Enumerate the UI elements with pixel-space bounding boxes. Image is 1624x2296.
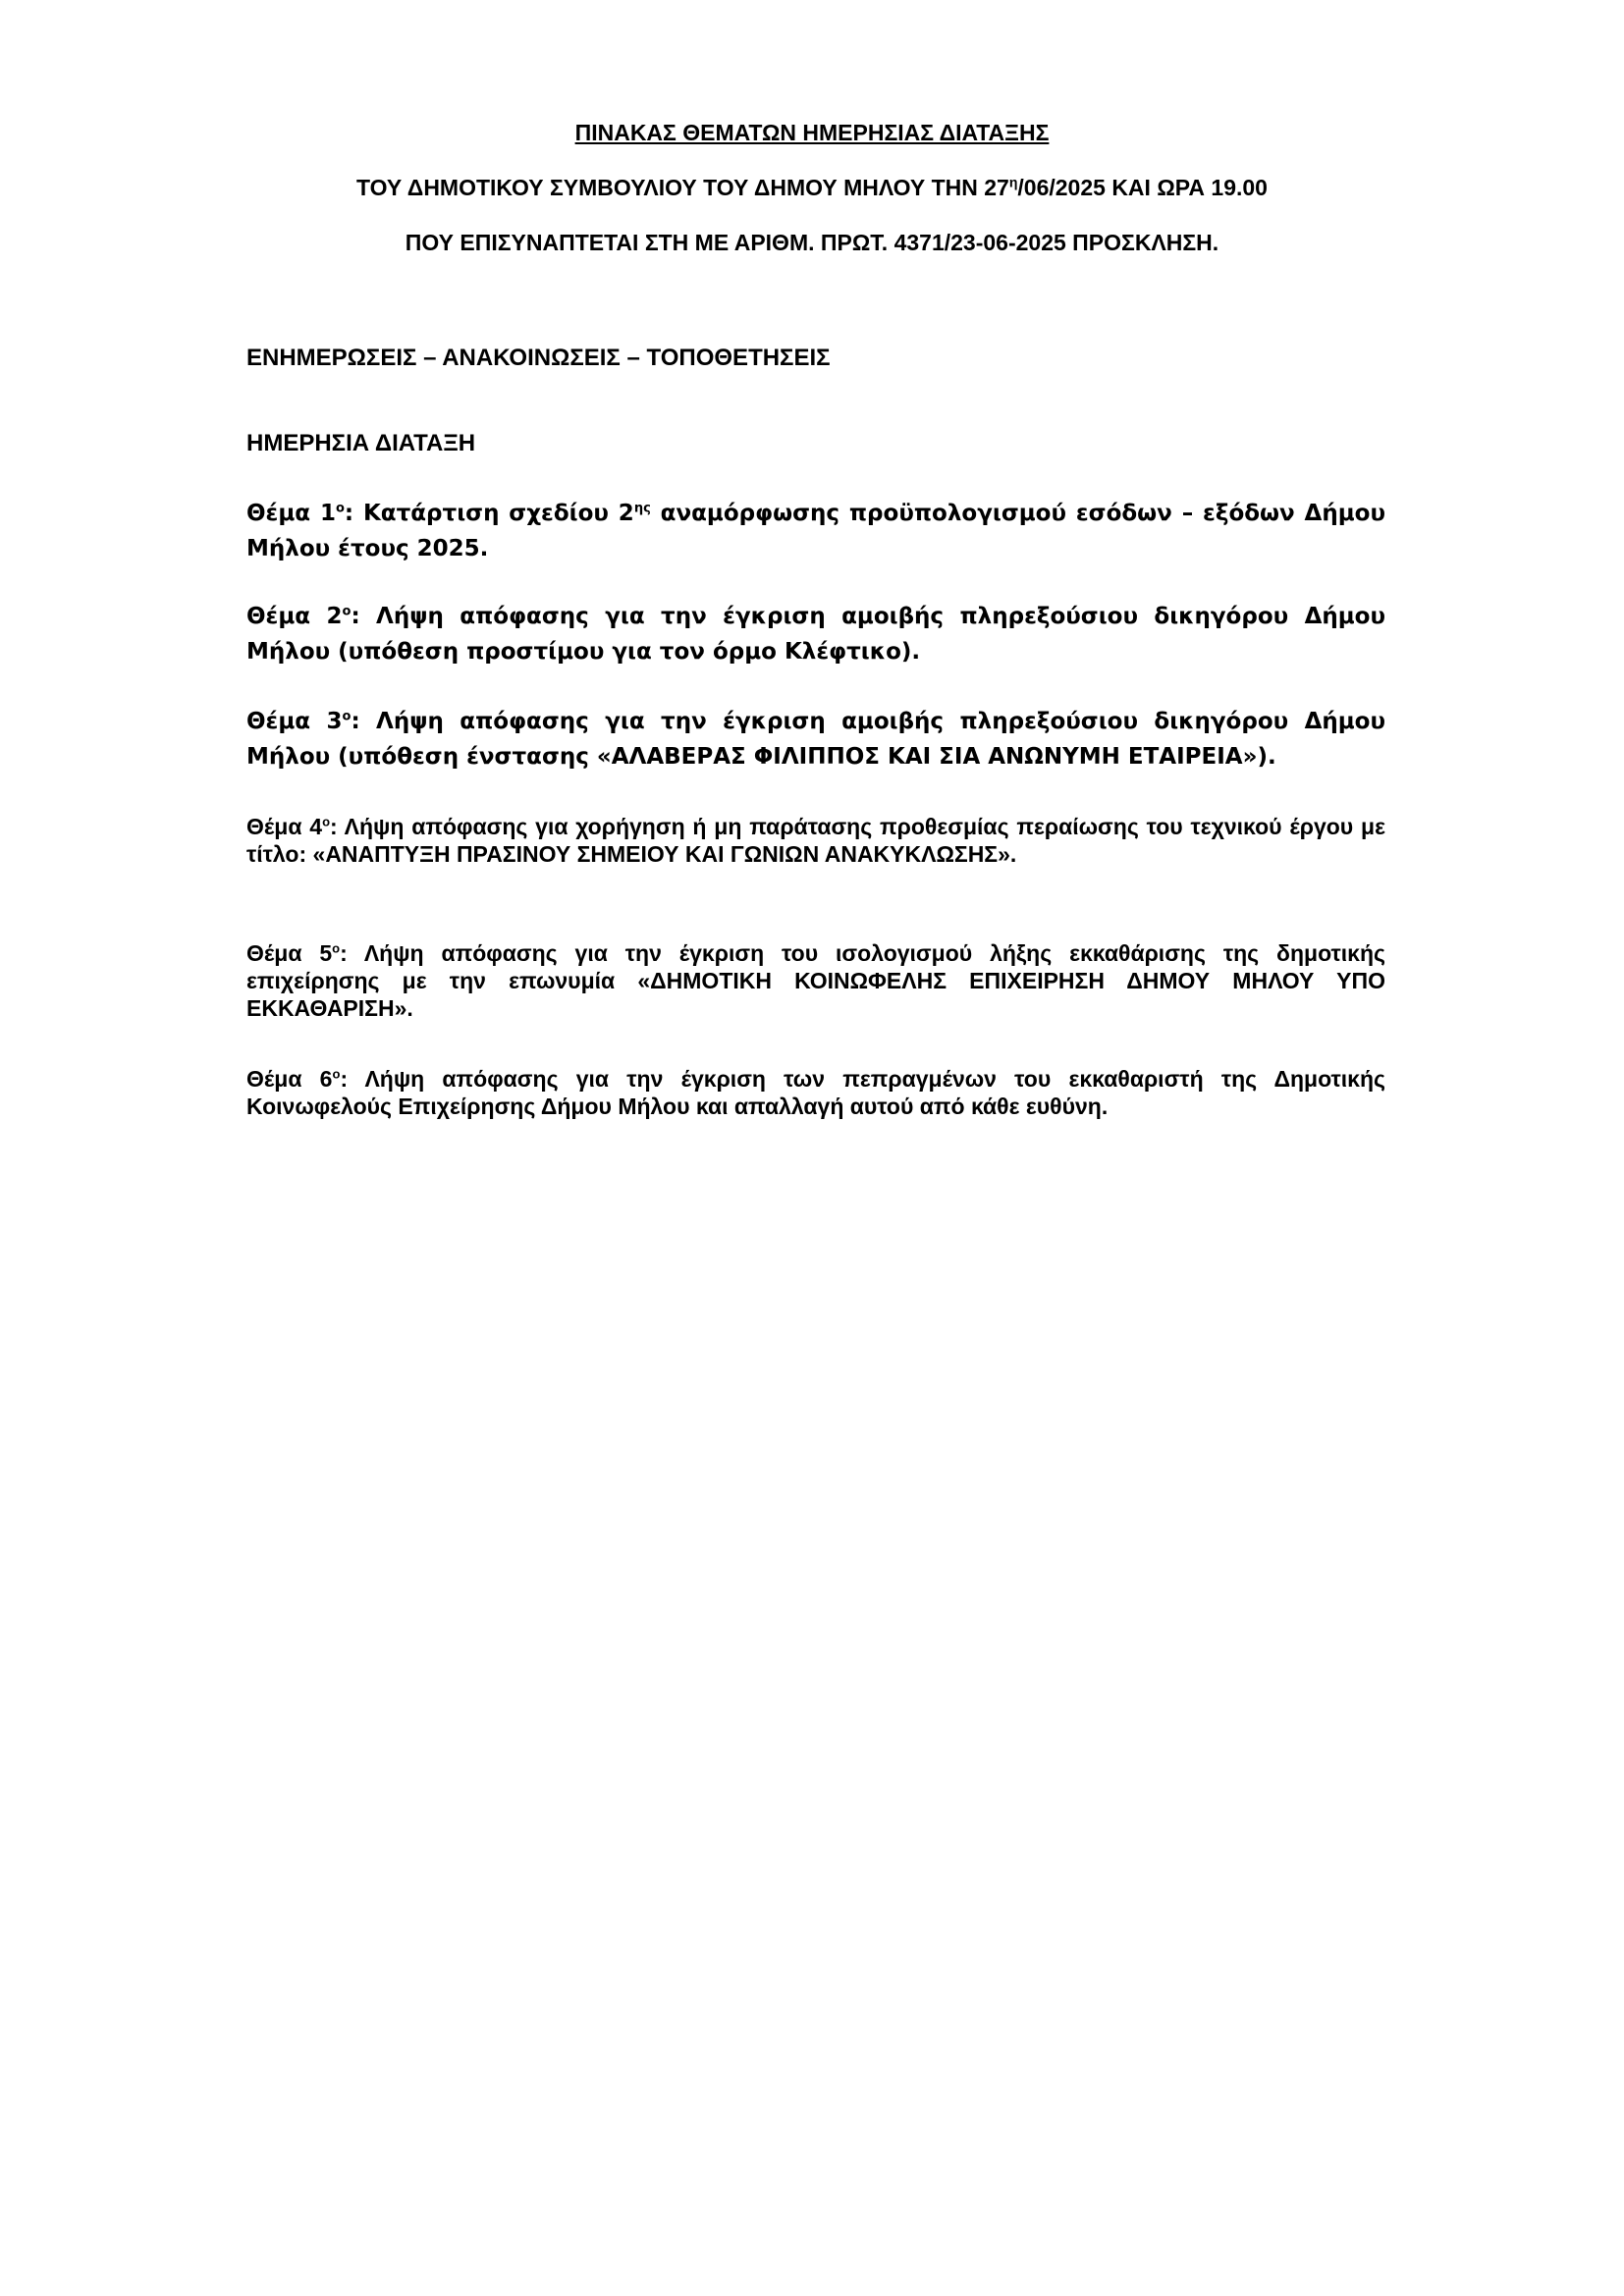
agenda-topic-6 [246,1065,1385,1120]
invitation-reference-line: ΠΟΥ ΕΠΙΣΥΝΑΠΤΕΤΑΙ ΣΤΗ ΜΕ ΑΡΙΘΜ. ΠΡΩΤ. 4371/23-06-2025 ΠΡΟΣΚΛΗΣΗ. [405,230,1219,255]
topic-2-prefix: Θέμα 2 [246,604,343,629]
topic-1-ordinal: ο [335,501,345,516]
topic-4-text: : Λήψη απόφασης για χορήγηση ή μη παράτασης προθεσμίας περαίωσης του τεχνικού έργου με τίτλο: «ΑΝΑΠΤΥΞΗ ΠΡΑΣΙΝΟΥ ΣΗΜΕΙΟΥ ΚΑΙ ΓΩΝΙΩΝ ΑΝΑΚΥΚΛΩΣΗΣ». [246,814,1385,867]
topic-6-ordinal: ο [332,1066,341,1082]
meeting-date-ordinal: η [1008,174,1018,190]
topic-5-ordinal: ο [332,940,341,956]
topic-6-prefix: Θέμα 6 [246,1066,333,1092]
topic-3-text: : Λήψη απόφασης για την έγκριση αμοιβής πληρεξούσιου δικηγόρου Δήμου Μήλου (υπόθεση ένστασης «ΑΛΑΒΕΡΑΣ ΦΙΛΙΠΠΟΣ ΚΑΙ ΣΙΑ ΑΝΩΝΥΜΗ ΕΤΑΙΡΕΙΑ»). [246,709,1385,770]
agenda-topic-4 [246,813,1385,868]
topic-5-prefix: Θέμα 5 [246,940,333,966]
meeting-date-text-b: /06/2025 ΚΑΙ ΩΡΑ 19.00 [1017,175,1268,200]
topic-5-text: : Λήψη απόφασης για την έγκριση του ισολογισμού λήξης εκκαθάρισης της δημοτικής επιχείρησης με την επωνυμία «ΔΗΜΟΤΙΚΗ ΚΟΙΝΩΦΕΛΗΣ ΕΠΙΧΕΙΡΗΣΗ ΔΗΜΟΥ ΜΗΛΟΥ ΥΠΟ ΕΚΚΑΘΑΡΙΣΗ». [246,940,1385,1021]
topic-1-text-b: αναμόρφωσης προϋπολογισμού εσόδων – εξόδων Δήμου Μήλου έτους 2025. [246,501,1385,561]
topic-1-text-ordinal: ης [633,501,651,516]
topic-1-text-a: : Κατάρτιση σχεδίου 2 [344,501,634,526]
topic-3-prefix: Θέμα 3 [246,709,343,734]
topic-1-prefix: Θέμα 1 [246,501,336,526]
topic-4-prefix: Θέμα 4 [246,814,323,839]
topic-2-text: : Λήψη απόφασης για την έγκριση αμοιβής πληρεξούσιου δικηγόρου Δήμου Μήλου (υπόθεση προστίμου για τον όρμο Κλέφτικο). [246,604,1385,665]
meeting-date-text-a: ΤΟΥ ΔΗΜΟΤΙΚΟΥ ΣΥΜΒΟΥΛΙΟΥ ΤΟΥ ΔΗΜΟΥ ΜΗΛΟΥ ΤΗΝ 27 [356,175,1009,200]
topic-4-ordinal: ο [322,814,331,829]
agenda-topic-3 [246,704,1385,774]
document-title: ΠΙΝΑΚΑΣ ΘΕΜΑΤΩΝ ΗΜΕΡΗΣΙΑΣ ΔΙΑΤΑΞΗΣ [574,120,1050,145]
meeting-date-line [0,174,1624,201]
topic-2-ordinal: ο [342,604,352,619]
agenda-topic-5 [246,939,1385,1022]
briefings-heading: ΕΝΗΜΕΡΩΣΕΙΣ – ΑΝΑΚΟΙΝΩΣΕΙΣ – ΤΟΠΟΘΕΤΗΣΕΙΣ [246,345,831,371]
agenda-topic-1 [246,496,1385,566]
agenda-heading: ΗΜΕΡΗΣΙΑ ΔΙΑΤΑΞΗ [246,430,476,456]
agenda-topic-2 [246,599,1385,669]
topic-6-text: : Λήψη απόφασης για την έγκριση των πεπραγμένων του εκκαθαριστή της Δημοτικής Κοινωφελούς Επιχείρησης Δήμου Μήλου και απαλλαγή αυτού από κάθε ευθύνη. [246,1066,1385,1119]
topic-3-ordinal: ο [342,709,352,724]
